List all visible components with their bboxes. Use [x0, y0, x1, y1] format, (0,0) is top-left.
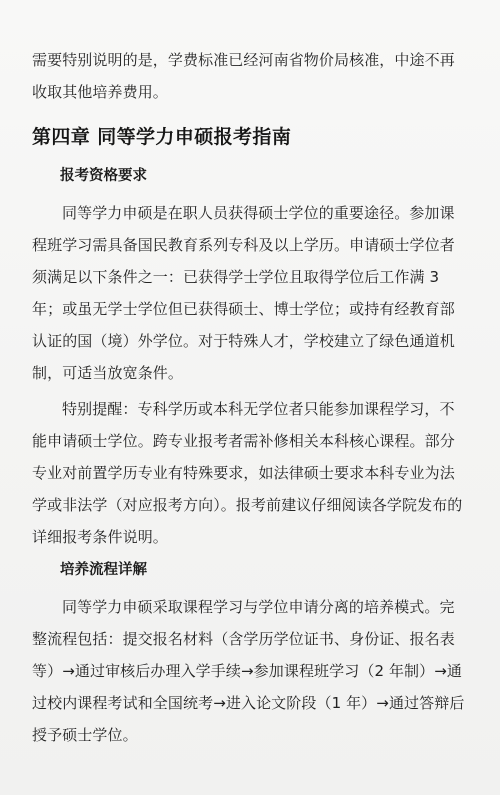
eligibility-paragraph-1: 同等学力申硕是在职人员获得硕士学位的重要途径。参加课程班学习需具备国民教育系列专科及以上学历。申请硕士学位者须满足以下条件之一：已获得学士学位且取得学位后工作满 3 年；或虽无学士学位但已获得硕士、博士学位；或持有经教育部认证的国（境）外学位。对于特殊人才，学校建立了绿色通道机制，可适当放宽条件。 — [32, 204, 455, 382]
section-heading-eligibility: 报考资格要求 — [60, 168, 147, 184]
eligibility-paragraph-2: 特别提醒：专科学历或本科无学位者只能参加课程学习，不能申请硕士学位。跨专业报考者需补修相关本科核心课程。部分专业对前置学历专业有特殊要求，如法律硕士要求本科专业为法学或非法学（对应报考方向）。报考前建议仔细阅读各学院发布的详细报考条件说明。 — [32, 400, 463, 546]
chapter-title: 第四章 同等学力申硕报考指南 — [32, 126, 292, 148]
intro-paragraph: 需要特别说明的是，学费标准已经河南省物价局核准，中途不再收取其他培养费用。 — [32, 51, 455, 101]
section-eligibility — [32, 163, 468, 553]
section-heading-training-process: 培养流程详解 — [60, 562, 147, 578]
training-process-paragraph: 同等学力申硕采取课程学习与学位申请分离的培养模式。完整流程包括：提交报名材料（含学历学位证书、身份证、报名表等）→通过审核后办理入学手续→参加课程班学习（2 年制）→通过校内课程考试和全国统考→进入论文阶段（1 年）→通过答辩后授予硕士学位。 — [32, 598, 465, 744]
section-training-process — [32, 557, 468, 751]
